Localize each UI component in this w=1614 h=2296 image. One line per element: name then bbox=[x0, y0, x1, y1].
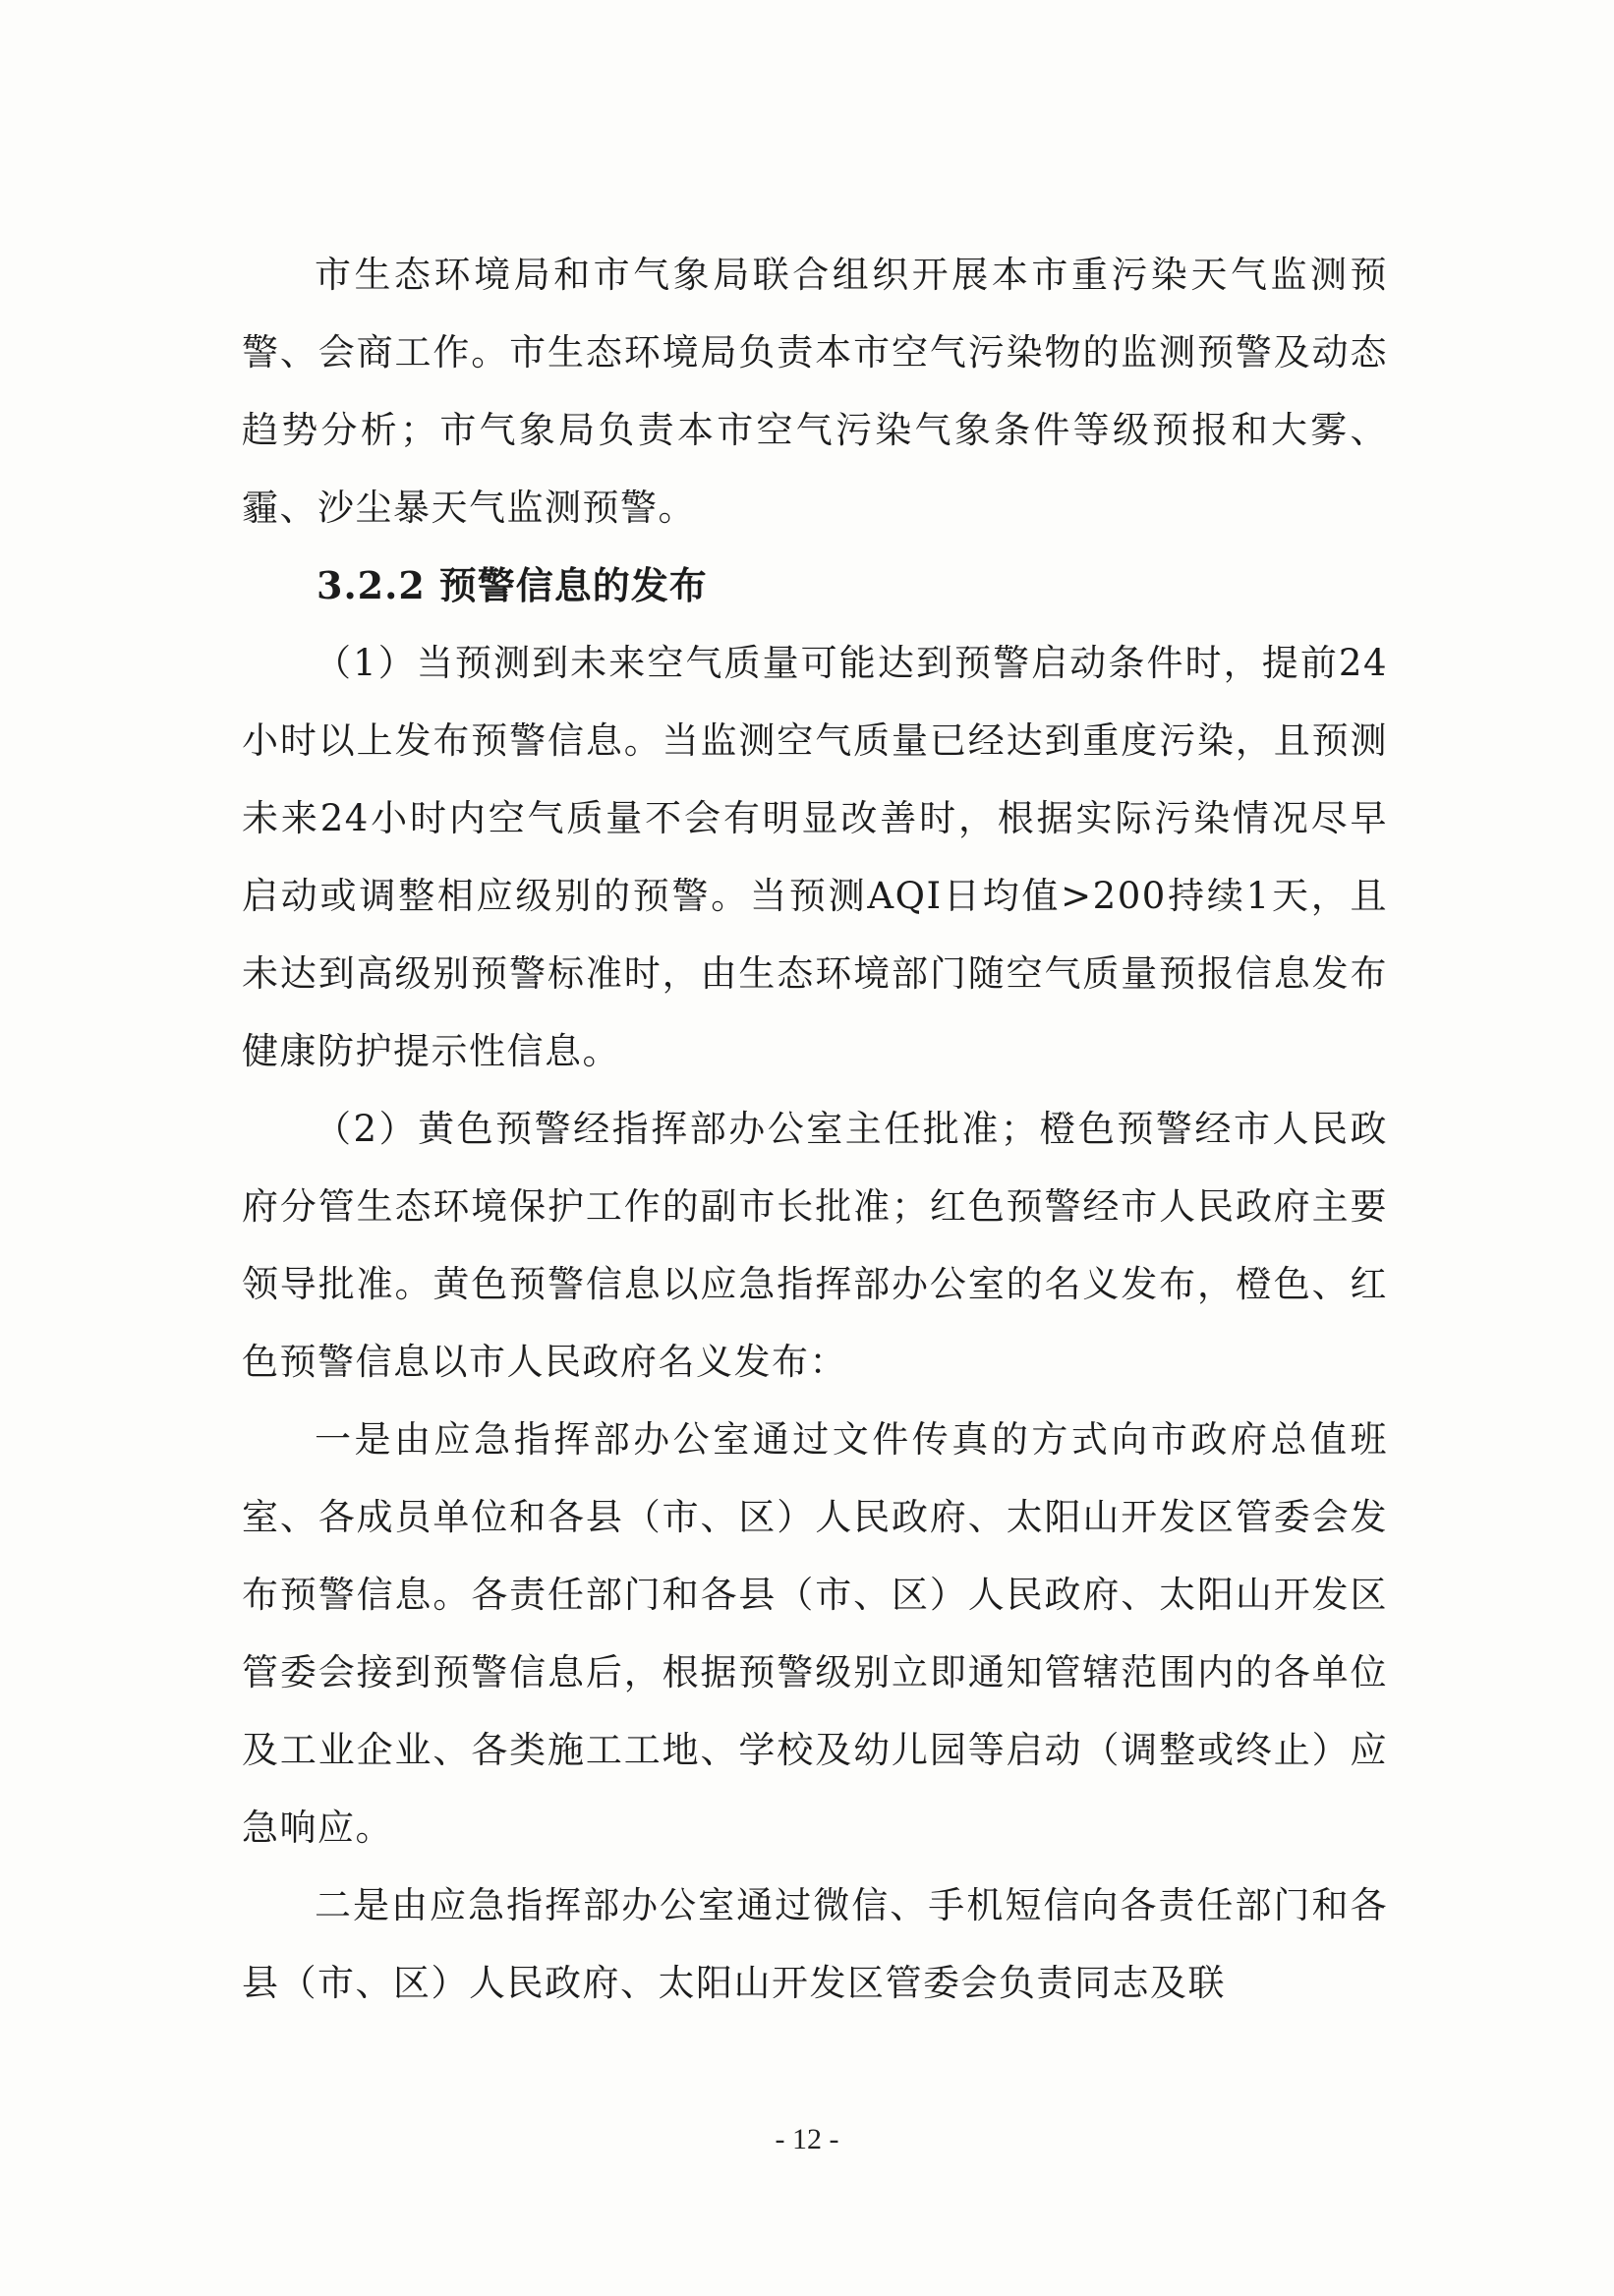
page-number: - 12 - bbox=[775, 2123, 839, 2155]
paragraph-item-2: （2）黄色预警经指挥部办公室主任批准；橙色预警经市人民政府分管生态环境保护工作的副市长批准；红色预警经市人民政府主要领导批准。黄色预警信息以应急指挥部办公室的名义发布，橙色、红色预警信息以市人民政府名义发布： bbox=[242, 1108, 1388, 1383]
paragraph-item-1: （1）当预测到未来空气质量可能达到预警启动条件时，提前24小时以上发布预警信息。当监测空气质量已经达到重度污染，且预测未来24小时内空气质量不会有明显改善时，根据实际污染情况尽早启动或调整相应级别的预警。当预测AQI日均值>200持续1天，且未达到高级别预警标准时，由生态环境部门随空气质量预报信息发布健康防护提示性信息。 bbox=[242, 642, 1388, 1072]
section-title: 预警信息的发布 bbox=[438, 563, 708, 607]
paragraph-method-two: 二是由应急指挥部办公室通过微信、手机短信向各责任部门和各县（市、区）人民政府、太阳山开发区管委会负责同志及联 bbox=[242, 1884, 1388, 2004]
paragraph-monitoring-responsibility: 市生态环境局和市气象局联合组织开展本市重污染天气监测预警、会商工作。市生态环境局负责本市空气污染物的监测预警及动态趋势分析；市气象局负责本市空气污染气象条件等级预报和大雾、霾、沙尘暴天气监测预警。 bbox=[242, 254, 1388, 529]
section-number: 3.2.2 bbox=[317, 563, 426, 607]
document-body bbox=[242, 236, 1388, 2022]
paragraph-method-one: 一是由应急指挥部办公室通过文件传真的方式向市政府总值班室、各成员单位和各县（市、区）人民政府、太阳山开发区管委会发布预警信息。各责任部门和各县（市、区）人民政府、太阳山开发区管委会接到预警信息后，根据预警级别立即通知管辖范围内的各单位及工业企业、各类施工工地、学校及幼儿园等启动（调整或终止）应急响应。 bbox=[242, 1418, 1388, 1849]
section-heading bbox=[242, 546, 1388, 624]
